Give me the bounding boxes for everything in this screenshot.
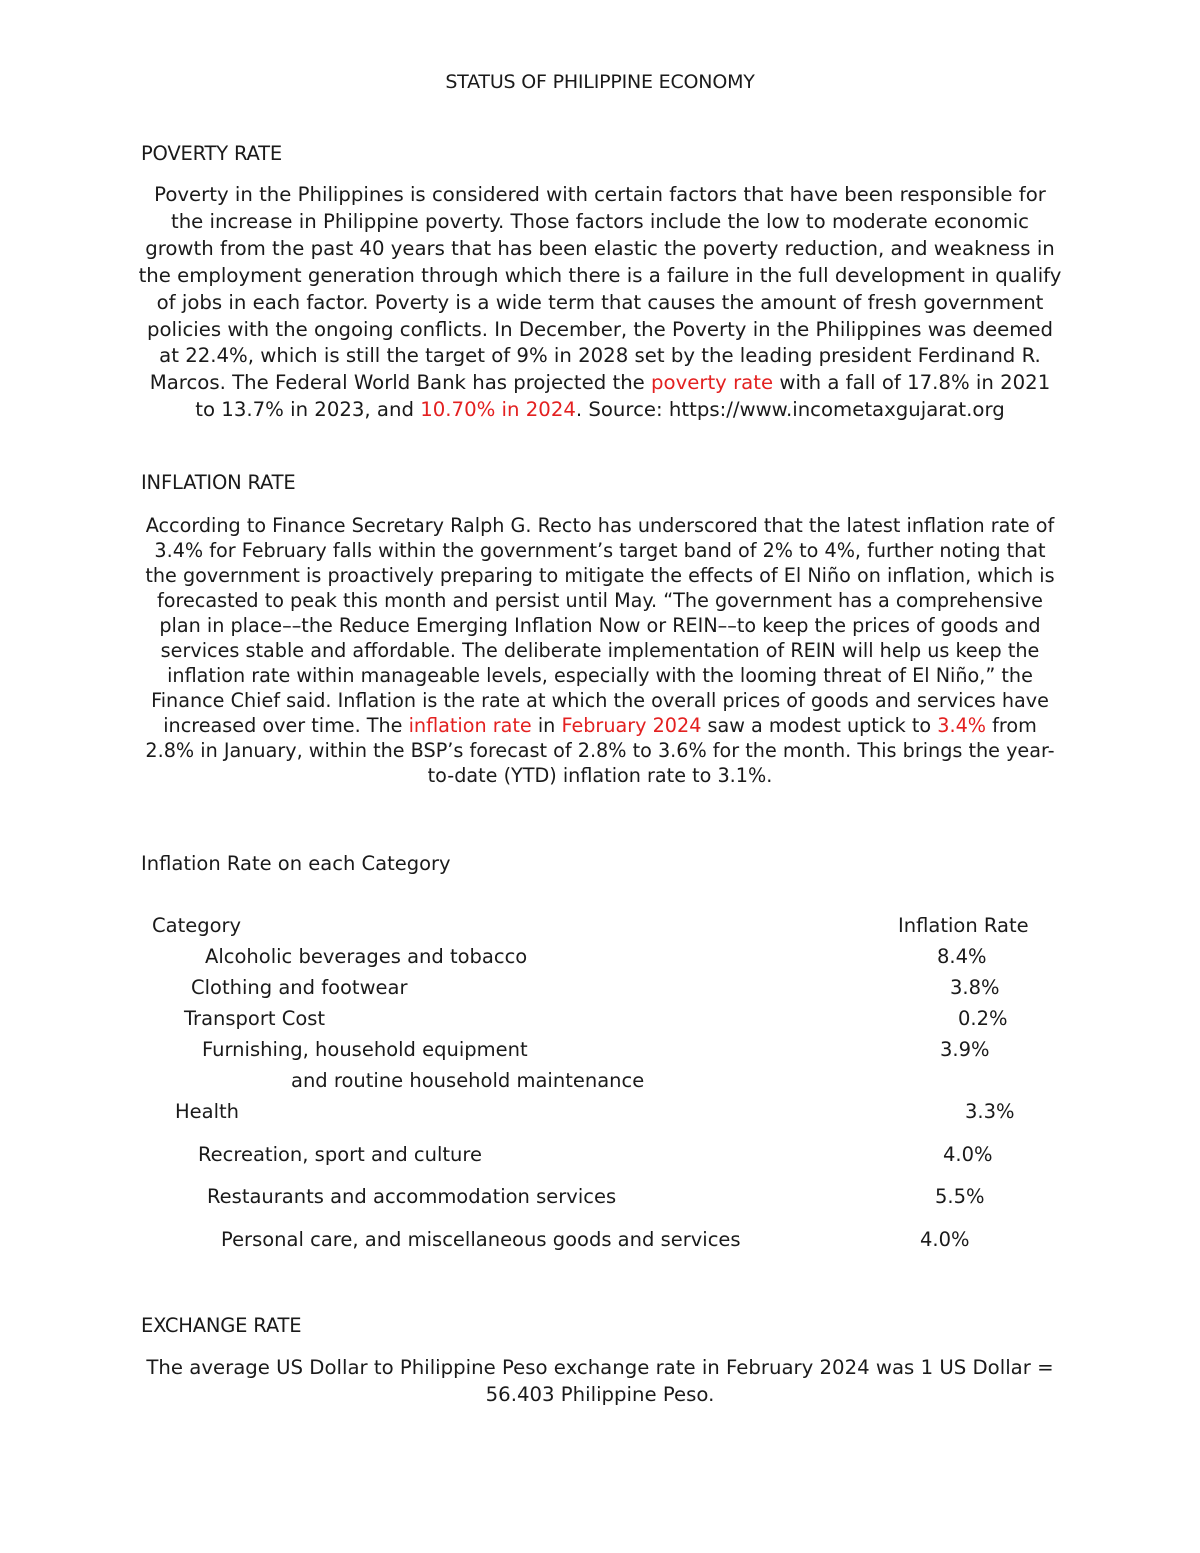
inflation-highlight-1: inflation rate [408, 714, 532, 737]
inflation-heading: INFLATION RATE [141, 471, 296, 494]
inflation-highlight-2: February 2024 [561, 714, 702, 737]
poverty-highlight-2: 10.70% in 2024 [420, 398, 576, 422]
table-row-rate: 5.5% [935, 1185, 985, 1208]
table-row-rate: 3.8% [950, 976, 1000, 999]
table-row-rate: 3.3% [965, 1100, 1015, 1123]
table-row-category: Health [175, 1100, 240, 1123]
table-row-rate: 3.9% [940, 1038, 990, 1061]
table-row-category: Recreation, sport and culture [198, 1143, 482, 1166]
table-row-rate: 0.2% [958, 1007, 1008, 1030]
inflation-paragraph [138, 513, 1062, 788]
poverty-text-1: Poverty in the Philippines is considered with certain factors that have been responsible for the increase in Philippine poverty. Those factors include the low to moderate economic growth from the past 40 years that has been elastic the poverty reduction, and weakness in the employment generation through which there is a failure in the full development in qualify of jobs in each factor. Poverty is a wide term that causes the amount of fresh government policies with the ongoing conflicts. In December, the Poverty in the Philippines was deemed at 22.4%, which is still the target of 9% in 2028 set by the leading president Ferdinand R. Marcos. The Federal World Bank has projected the [138, 183, 1062, 395]
table-row-rate: 4.0% [943, 1143, 993, 1166]
exchange-heading: EXCHANGE RATE [141, 1314, 302, 1337]
table-header-category: Category [152, 914, 242, 937]
document-title: STATUS OF PHILIPPINE ECONOMY [445, 71, 755, 93]
inflation-text-2: in [531, 714, 562, 737]
table-row-category: Clothing and footwear [191, 976, 408, 999]
inflation-text-3: saw a modest uptick to [701, 714, 938, 737]
table-row-rate: 4.0% [920, 1228, 970, 1251]
table-row-rate: 8.4% [937, 945, 987, 968]
exchange-paragraph: The average US Dollar to Philippine Peso exchange rate in February 2024 was 1 US Dollar = 56.403 Philippine Peso. [146, 1356, 1054, 1406]
table-row-category: Personal care, and miscellaneous goods and services [221, 1228, 741, 1251]
table-row-category: Furnishing, household equipment [202, 1038, 528, 1061]
poverty-text-3: . Source: https://www.incometaxgujarat.org [575, 398, 1005, 422]
table-row-category: Transport Cost [184, 1007, 326, 1030]
category-table-subheading: Inflation Rate on each Category [141, 852, 451, 875]
inflation-text-1: According to Finance Secretary Ralph G. Recto has underscored that the latest inflation rate of 3.4% for February falls within the government’s target band of 2% to 4%, further noting that the government is proactively preparing to mitigate the effects of El Niño on inflation, which is forecasted to peak this month and persist until May. “The government has a comprehensive plan in place––the Reduce Emerging Inflation Now or REIN––to keep the prices of goods and services stable and affordable. The deliberate implementation of REIN will help us keep the inflation rate within manageable levels, especially with the looming threat of El Niño,” the Finance Chief said. Inflation is the rate at which the overall prices of goods and services have increased over time. The [145, 514, 1055, 737]
poverty-highlight-1: poverty rate [651, 371, 774, 395]
poverty-text-2: with a fall of 17.8% in 2021 to 13.7% in 2023, and [195, 371, 1051, 422]
inflation-highlight-3: 3.4% [937, 714, 987, 737]
table-row-category-continued: and routine household maintenance [291, 1069, 645, 1092]
inflation-text-4: from 2.8% in January, within the BSP’s forecast of 2.8% to 3.6% for the month. This brings the year-to-date (YTD) inflation rate to 3.1%. [145, 714, 1055, 787]
table-row-category: Restaurants and accommodation services [207, 1185, 617, 1208]
poverty-paragraph [138, 182, 1062, 424]
table-header-rate: Inflation Rate [898, 914, 1029, 937]
table-row-category: Alcoholic beverages and tobacco [205, 945, 528, 968]
poverty-heading: POVERTY RATE [141, 142, 282, 165]
